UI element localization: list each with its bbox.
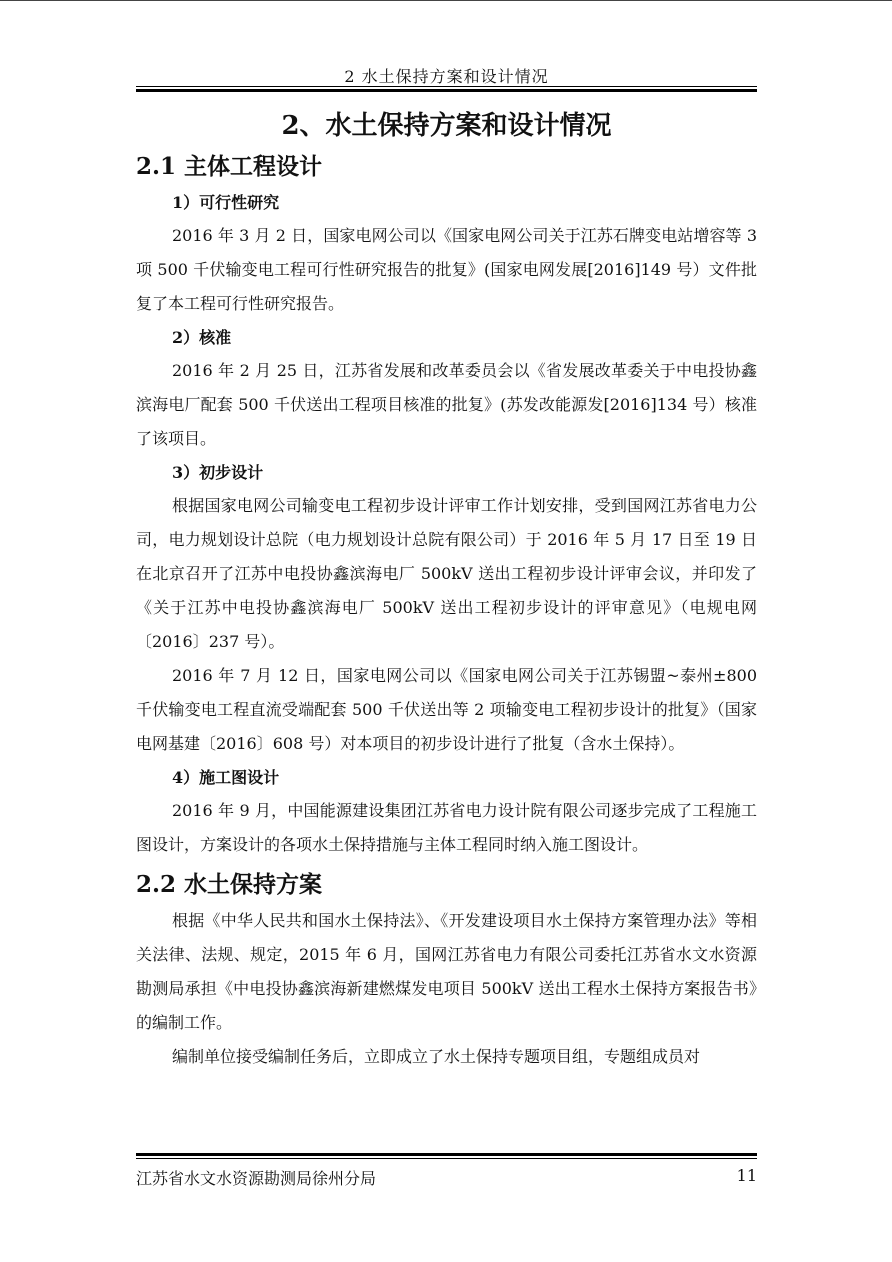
- page-body: [136, 104, 757, 1074]
- header-divider: [136, 86, 757, 92]
- running-header: 2 水土保持方案和设计情况: [344, 67, 549, 86]
- paragraph-plan-1: 根据《中华人民共和国水土保持法》、《开发建设项目水土保持方案管理办法》等相关法律、法规、规定，2015 年 6 月，国网江苏省电力有限公司委托江苏省水文水资源勘测局承担《中电投协鑫滨海新建燃煤发电项目 500kV 送出工程水土保持方案报告书》的编制工作。: [136, 911, 757, 1032]
- paragraph-feasibility: 2016 年 3 月 2 日，国家电网公司以《国家电网公司关于江苏石牌变电站增容等 3 项 500 千伏输变电工程可行性研究报告的批复》(国家电网发展[2016]149 号）文件批复了本工程可行性研究报告。: [136, 226, 757, 313]
- section-heading-2-2: 2.2 水土保持方案: [136, 871, 323, 898]
- paragraph-preliminary-design-2: 2016 年 7 月 12 日，国家电网公司以《国家电网公司关于江苏锡盟~泰州±800 千伏输变电工程直流受端配套 500 千伏送出等 2 项输变电工程初步设计的批复》（国家电网基建〔2016〕608 号）对本项目的初步设计进行了批复（含水土保持）。: [136, 666, 757, 753]
- chapter-title: 2、水土保持方案和设计情况: [281, 111, 612, 141]
- subheading-approval: 2）核准: [172, 328, 232, 347]
- footer-organization: 江苏省水文水资源勘测局徐州分局: [136, 1169, 377, 1188]
- page-number: 11: [736, 1166, 757, 1185]
- footer-divider: [136, 1153, 757, 1159]
- paragraph-preliminary-design-1: 根据国家电网公司输变电工程初步设计评审工作计划安排，受到国网江苏省电力公司，电力规划设计总院（电力规划设计总院有限公司）于 2016 年 5 月 17 日至 19 日在北京召开了江苏中电投协鑫滨海电厂 500kV 送出工程初步设计评审会议，并印发了《关于江苏中电投协鑫滨海电厂 500kV 送出工程初步设计的评审意见》（电规电网〔2016〕237 号）。: [136, 496, 757, 651]
- section-heading-2-1: 2.1 主体工程设计: [136, 153, 323, 180]
- paragraph-plan-2: 编制单位接受编制任务后，立即成立了水土保持专题项目组，专题组成员对: [172, 1047, 701, 1066]
- paragraph-construction-design: 2016 年 9 月，中国能源建设集团江苏省电力设计院有限公司逐步完成了工程施工图设计，方案设计的各项水土保持措施与主体工程同时纳入施工图设计。: [136, 801, 757, 854]
- paragraph-approval: 2016 年 2 月 25 日，江苏省发展和改革委员会以《省发展改革委关于中电投协鑫滨海电厂配套 500 千伏送出工程项目核准的批复》(苏发改能源发[2016]134 号）核准了该项目。: [136, 361, 757, 448]
- subheading-construction-design: 4）施工图设计: [172, 768, 280, 787]
- subheading-preliminary-design: 3）初步设计: [172, 463, 264, 482]
- subheading-feasibility: 1）可行性研究: [172, 193, 280, 212]
- page-top-border: [0, 0, 892, 1]
